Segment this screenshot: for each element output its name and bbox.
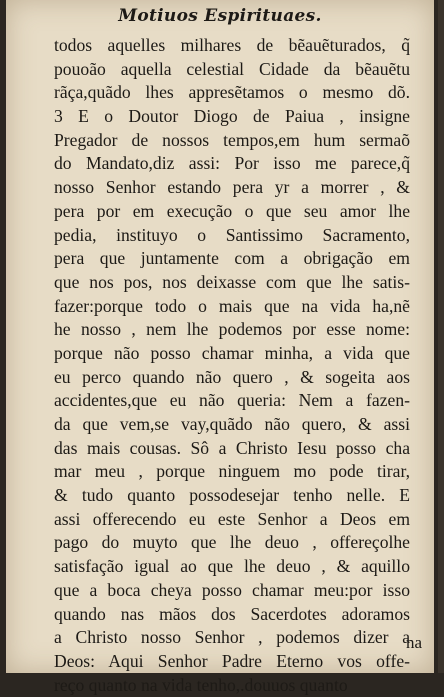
- text-line: pouoão aquella celestial Cidade da bẽauẽtu: [54, 58, 410, 79]
- text-line: pera por em execução o que seu amor lhe: [54, 200, 410, 221]
- text-line: a Christo nosso Senhor , podemos dizer a: [54, 627, 410, 648]
- text-line: que a boca cheya posso chamar meu:por isso: [54, 579, 410, 600]
- text-line: rãça,quãdo lhes appresẽtamos o mesmo dõ.: [54, 82, 410, 103]
- text-line: Deos: Aqui Senhor Padre Eterno vos offe-: [54, 650, 410, 671]
- text-line: das mais cousas. Sô a Christo Iesu posso cha: [54, 437, 410, 458]
- text-line: eu perco quando não quero , & sogeita aos: [54, 366, 410, 387]
- text-line: todos aquelles milhares de bẽauẽturados, q̃: [54, 35, 410, 55]
- text-line: Pregador de nossos tempos,em hum sermaõ: [54, 129, 410, 150]
- running-head: Motiuos Espirituaes.: [118, 6, 322, 26]
- text-line: pedia, instituyo o Santissimo Sacramento,: [54, 224, 410, 245]
- text-line: accidentes,que eu não queria: Nem a fazen-: [54, 390, 410, 411]
- text-line: fazer:porque todo o mais que na vida ha,nẽ: [54, 295, 410, 316]
- book-page: [6, 0, 434, 695]
- text-line: da que vem,se vay,quãdo não quero, & assi: [54, 414, 410, 434]
- text-line: que nos pos, nos deixasse com que lhe satis-: [54, 271, 410, 292]
- text-line: assi offerecendo eu este Senhor a Deos em: [54, 508, 410, 529]
- text-line: & tudo quanto possodesejar tenho nelle. E: [54, 485, 410, 506]
- text-line: reço quanto na vida tenho,.douuos quanto: [54, 674, 348, 695]
- page-text: [54, 34, 410, 697]
- text-line: 3 E o Doutor Diogo de Paiua , insigne: [54, 106, 410, 127]
- text-line: quando nas mãos dos Sacerdotes adoramos: [54, 603, 410, 624]
- page-edge: [438, 0, 444, 673]
- text-line: mar meu , porque ninguem mo pode tirar,: [54, 461, 410, 482]
- text-line: pera que juntamente com a obrigação em: [54, 248, 410, 269]
- text-line: he nosso , nem lhe podemos por esse nome:: [54, 319, 410, 340]
- text-line: porque não posso chamar minha, a vida que: [54, 342, 410, 363]
- text-line: nosso Senhor estando pera yr a morrer , &: [54, 177, 410, 198]
- text-line: satisfação igual ao que lhe deuo , & aquillo: [54, 556, 410, 577]
- text-line: do Mandato,diz assi: Por isso me parece,q̃: [54, 153, 410, 174]
- catchword: na: [405, 633, 422, 652]
- text-line: pago do muyto que lhe deuo , offereçolhe: [54, 532, 410, 553]
